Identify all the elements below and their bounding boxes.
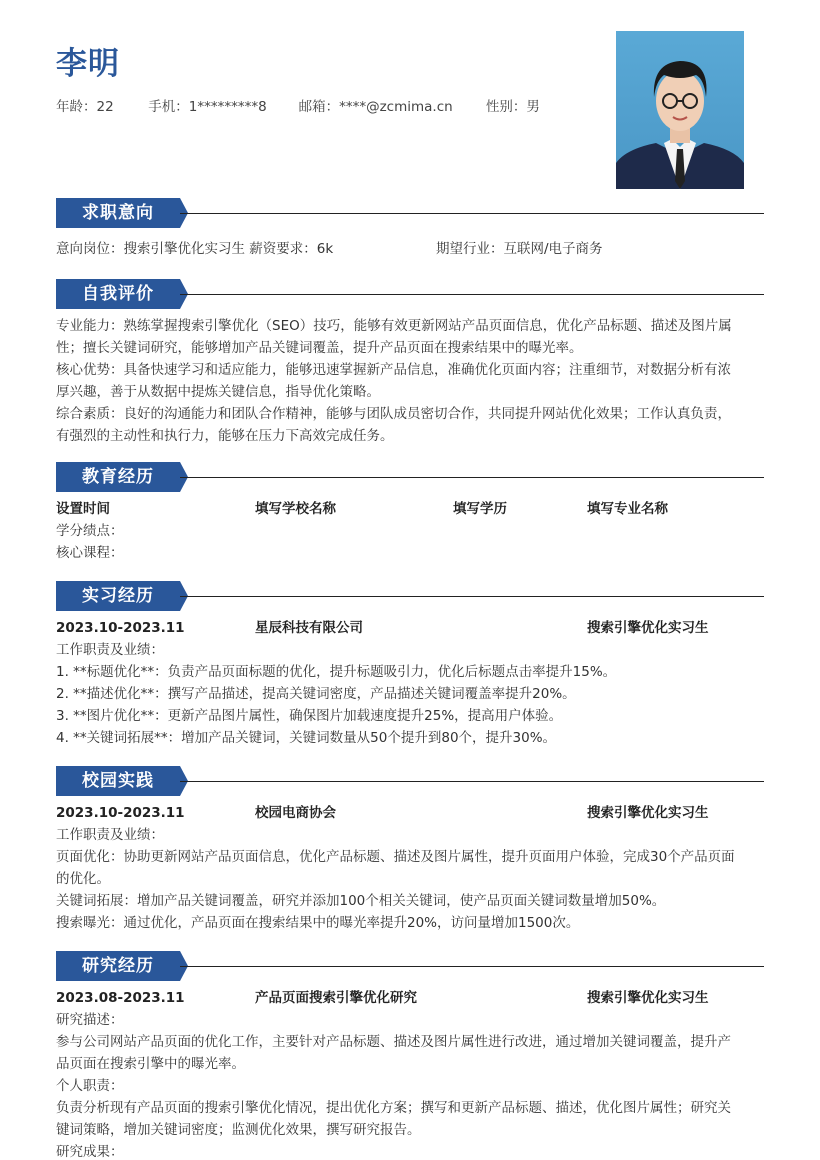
campus-line: 关键词拓展：增加产品关键词覆盖，研究并添加100个相关关键词，使产品页面关键词数量增加50%。 [56, 893, 666, 909]
campus-line: 页面优化：协助更新网站产品页面信息，优化产品标题、描述及图片属性，提升页面用户体验，完成30个产品页面 [56, 849, 735, 865]
section-divider [180, 294, 764, 295]
internship-time: 2023.10-2023.11 [56, 620, 185, 636]
campus-role: 搜索引擎优化实习生 [587, 805, 709, 821]
gender-text: 性别：男 [485, 99, 540, 115]
profile-photo [616, 31, 744, 189]
section-title-research: 研究经历 [56, 951, 180, 981]
education-degree: 填写学历 [453, 501, 507, 517]
email-text: 邮箱：****@zcmima.cn [298, 99, 453, 115]
self-eval-section [56, 279, 764, 447]
position-salary-text: 意向岗位：搜索引擎优化实习生 薪资要求：6k [56, 241, 334, 257]
campus-time: 2023.10-2023.11 [56, 805, 185, 821]
section-title-self-eval: 自我评价 [56, 279, 180, 309]
internship-line: 3. **图片优化**：更新产品图片属性，确保图片加载速度提升25%，提高用户体验。 [56, 708, 563, 724]
education-time: 设置时间 [56, 501, 110, 517]
campus-org: 校园电商协会 [255, 805, 336, 821]
self-eval-line: 核心优势：具备快速学习和适应能力，能够迅速掌握新产品信息，准确优化页面内容；注重细节，对数据分析有浓 [56, 362, 731, 378]
research-line: 键词策略，增加关键词密度；监测优化效果，撰写研究报告。 [56, 1122, 421, 1138]
internship-company: 星辰科技有限公司 [255, 620, 363, 636]
education-major: 填写专业名称 [587, 501, 668, 517]
internship-line: 4. **关键词拓展**：增加产品关键词，关键词数量从50个提升到80个，提升30%。 [56, 730, 557, 746]
campus-line: 工作职责及业绩： [56, 827, 164, 843]
internship-section [56, 581, 764, 749]
research-section [56, 951, 764, 1160]
research-role: 搜索引擎优化实习生 [587, 990, 709, 1006]
research-line: 研究描述： [56, 1012, 124, 1028]
self-eval-line: 有强烈的主动性和执行力，能够在压力下高效完成任务。 [56, 428, 394, 444]
candidate-name: 李明 [56, 46, 120, 82]
basic-info [56, 95, 540, 115]
research-line: 参与公司网站产品页面的优化工作，主要针对产品标题、描述及图片属性进行改进，通过增加关键词覆盖，提升产 [56, 1034, 731, 1050]
self-eval-line: 厚兴趣，善于从数据中提炼关键信息，指导优化策略。 [56, 384, 380, 400]
courses-text: 核心课程： [56, 545, 124, 561]
research-project: 产品页面搜索引擎优化研究 [255, 990, 417, 1006]
objective-section [56, 198, 764, 260]
section-divider [180, 781, 764, 782]
section-divider [180, 477, 764, 478]
section-title-internship: 实习经历 [56, 581, 180, 611]
internship-line: 工作职责及业绩： [56, 642, 164, 658]
research-line: 个人职责： [56, 1078, 124, 1094]
gpa-text: 学分绩点： [56, 523, 124, 539]
internship-role: 搜索引擎优化实习生 [587, 620, 709, 636]
section-divider [180, 213, 764, 214]
education-school: 填写学校名称 [255, 501, 336, 517]
education-section [56, 462, 764, 564]
self-eval-line: 综合素质：良好的沟通能力和团队合作精神，能够与团队成员密切合作，共同提升网站优化效果；工作认真负责， [56, 406, 731, 422]
section-title-education: 教育经历 [56, 462, 180, 492]
campus-section [56, 766, 764, 934]
internship-line: 1. **标题优化**：负责产品页面标题的优化，提升标题吸引力，优化后标题点击率提升15%。 [56, 664, 617, 680]
self-eval-line: 专业能力：熟练掌握搜索引擎优化（SEO）技巧，能够有效更新网站产品页面信息，优化产品标题、描述及图片属 [56, 318, 732, 334]
campus-line: 的优化。 [56, 871, 110, 887]
research-line: 研究成果： [56, 1144, 124, 1160]
industry-text: 期望行业：互联网/电子商务 [436, 241, 603, 257]
self-eval-line: 性；擅长关键词研究，能够增加产品关键词覆盖，提升产品页面在搜索结果中的曝光率。 [56, 340, 583, 356]
section-divider [180, 596, 764, 597]
research-time: 2023.08-2023.11 [56, 990, 185, 1006]
section-title-objective: 求职意向 [56, 198, 180, 228]
section-divider [180, 966, 764, 967]
age-text: 年龄：22 [56, 99, 114, 115]
person-portrait-icon [616, 31, 744, 189]
research-line: 品页面在搜索引擎中的曝光率。 [56, 1056, 245, 1072]
section-title-campus: 校园实践 [56, 766, 180, 796]
internship-line: 2. **描述优化**：撰写产品描述，提高关键词密度，产品描述关键词覆盖率提升20%。 [56, 686, 576, 702]
phone-text: 手机：1*********8 [148, 99, 267, 115]
campus-line: 搜索曝光：通过优化，产品页面在搜索结果中的曝光率提升20%，访问量增加1500次。 [56, 915, 580, 931]
research-line: 负责分析现有产品页面的搜索引擎优化情况，提出优化方案；撰写和更新产品标题、描述，优化图片属性；研究关 [56, 1100, 731, 1116]
